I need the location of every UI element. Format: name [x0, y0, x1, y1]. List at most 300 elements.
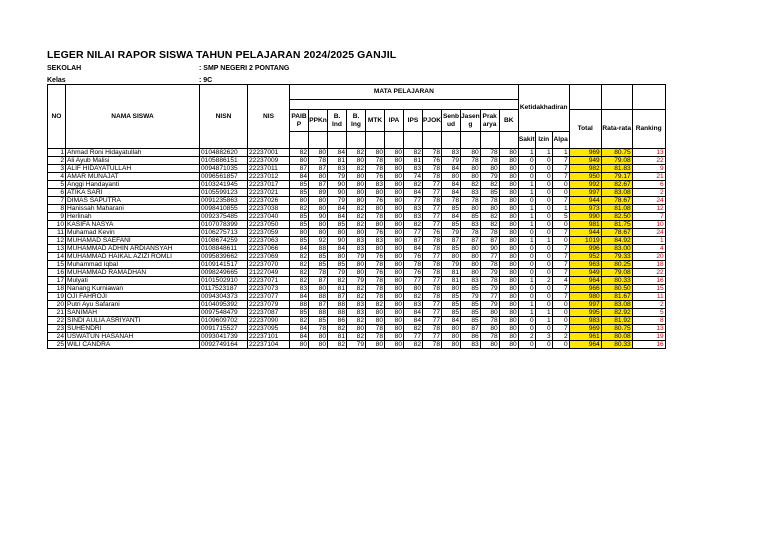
subject-score: 88	[309, 245, 328, 253]
student-name: Mulyati	[66, 277, 200, 285]
header-subject-under	[328, 132, 347, 149]
subject-score: 82	[480, 213, 499, 221]
subject-score: 80	[347, 189, 366, 197]
subject-score: 81	[328, 285, 347, 293]
subject-score: 80	[366, 309, 385, 317]
subject-score: 80	[385, 221, 404, 229]
absent-count: 4	[552, 277, 569, 285]
subject-score: 80	[385, 285, 404, 293]
header-subject: B. Ind	[328, 110, 347, 132]
subject-score: 85	[442, 221, 461, 229]
subject-score: 80	[461, 253, 481, 261]
subject-score: 80	[385, 189, 404, 197]
student-nis: 22237038	[248, 205, 290, 213]
total-score: 969	[569, 325, 601, 333]
student-nis: 22237050	[248, 221, 290, 229]
student-nisn: 0094304373	[200, 293, 248, 301]
sick-count: 1	[518, 221, 535, 229]
subject-score: 82	[290, 261, 309, 269]
subject-score: 78	[423, 261, 442, 269]
student-nisn: 0105599123	[200, 189, 248, 197]
average-score: 79.08	[601, 269, 632, 277]
row-number: 8	[48, 205, 66, 213]
subject-score: 79	[480, 173, 499, 181]
table-row	[48, 173, 666, 181]
ranking: 19	[632, 333, 665, 341]
subject-score: 80	[385, 293, 404, 301]
row-number: 5	[48, 181, 66, 189]
sick-count: 0	[518, 325, 535, 333]
subject-score: 84	[328, 213, 347, 221]
student-nis: 22237063	[248, 237, 290, 245]
ranking: 13	[632, 149, 665, 157]
subject-score: 87	[442, 237, 461, 245]
absent-count: 7	[552, 165, 569, 173]
subject-score: 79	[442, 229, 461, 237]
header-subject-under	[423, 132, 442, 149]
subject-score: 84	[328, 245, 347, 253]
absent-count: 7	[552, 157, 569, 165]
subject-score: 79	[480, 269, 499, 277]
subject-score: 77	[423, 221, 442, 229]
student-nisn: 0109141517	[200, 261, 248, 269]
subject-score: 80	[290, 197, 309, 205]
header-subject: Prak arya	[480, 110, 499, 132]
subject-score: 82	[347, 317, 366, 325]
header-subject-under	[480, 132, 499, 149]
subject-score: 90	[480, 245, 499, 253]
subject-score: 85	[480, 189, 499, 197]
sick-count: 0	[518, 245, 535, 253]
total-score: 981	[569, 221, 601, 229]
total-score: 964	[569, 277, 601, 285]
subject-score: 80	[290, 157, 309, 165]
sick-count: 1	[518, 181, 535, 189]
absent-count: 0	[552, 317, 569, 325]
subject-score: 78	[423, 269, 442, 277]
subject-score: 80	[499, 229, 518, 237]
absent-count: 7	[552, 285, 569, 293]
subject-score: 80	[461, 165, 481, 173]
total-score: 949	[569, 269, 601, 277]
subject-score: 77	[404, 197, 423, 205]
table-row	[48, 165, 666, 173]
student-nis: 22237101	[248, 333, 290, 341]
row-number: 9	[48, 213, 66, 221]
subject-score: 85	[442, 293, 461, 301]
ranking: 16	[632, 341, 665, 349]
subject-score: 80	[309, 341, 328, 349]
subject-score: 82	[404, 149, 423, 157]
row-number: 10	[48, 221, 66, 229]
total-score: 952	[569, 253, 601, 261]
subject-score: 80	[499, 293, 518, 301]
subject-score: 77	[423, 253, 442, 261]
subject-score: 80	[499, 237, 518, 245]
total-score: 997	[569, 301, 601, 309]
subject-score: 82	[328, 341, 347, 349]
row-number: 13	[48, 245, 66, 253]
subject-score: 85	[461, 213, 481, 221]
subject-score: 80	[385, 173, 404, 181]
sick-count: 1	[518, 277, 535, 285]
subject-score: 80	[385, 277, 404, 285]
sick-count: 1	[518, 309, 535, 317]
subject-score: 79	[328, 197, 347, 205]
table-row	[48, 293, 666, 301]
subject-score: 80	[366, 205, 385, 213]
student-name: Ali Ayub Malisi	[66, 157, 200, 165]
student-nisn: 0098249665	[200, 269, 248, 277]
subject-score: 78	[480, 261, 499, 269]
student-name: USWATUN HASANAH	[66, 333, 200, 341]
student-name: SINDI AULIA ASRIYANTI	[66, 317, 200, 325]
subject-score: 78	[366, 261, 385, 269]
header-ranking: Ranking	[632, 110, 665, 149]
absent-count: 0	[552, 301, 569, 309]
student-nis: 22237021	[248, 189, 290, 197]
subject-score: 81	[328, 157, 347, 165]
absent-count: 0	[552, 309, 569, 317]
subject-score: 82	[461, 181, 481, 189]
subject-score: 80	[309, 229, 328, 237]
student-nis: 22237071	[248, 277, 290, 285]
header-subject: PPKn	[309, 110, 328, 132]
student-name: MUHAMAD SAEFANI	[66, 237, 200, 245]
subject-score: 82	[347, 213, 366, 221]
subject-score: 80	[499, 341, 518, 349]
average-score: 80.75	[601, 325, 632, 333]
student-name: Anggi Handayanti	[66, 181, 200, 189]
average-score: 80.33	[601, 277, 632, 285]
class-label: Kelas	[47, 77, 66, 84]
subject-score: 77	[404, 229, 423, 237]
subject-score: 84	[404, 189, 423, 197]
student-name: Herlinah	[66, 213, 200, 221]
student-nis: 22237001	[248, 149, 290, 157]
subject-score: 88	[309, 309, 328, 317]
sick-count: 1	[518, 149, 535, 157]
total-score: 944	[569, 197, 601, 205]
header-subject: MTK	[366, 110, 385, 132]
subject-score: 87	[461, 325, 481, 333]
subject-score: 83	[404, 213, 423, 221]
sick-count: 1	[518, 205, 535, 213]
student-nisn: 0098410855	[200, 205, 248, 213]
permit-count: 0	[535, 213, 552, 221]
subject-score: 82	[366, 301, 385, 309]
average-score: 80.08	[601, 333, 632, 341]
subject-score: 78	[366, 277, 385, 285]
subject-score: 80	[499, 269, 518, 277]
subject-score: 80	[499, 245, 518, 253]
subject-score: 85	[442, 245, 461, 253]
subject-score: 83	[347, 245, 366, 253]
row-number: 20	[48, 301, 66, 309]
ranking: 24	[632, 197, 665, 205]
table-row	[48, 333, 666, 341]
subject-score: 80	[385, 333, 404, 341]
subject-score: 78	[366, 285, 385, 293]
sick-count: 0	[518, 157, 535, 165]
subject-score: 82	[290, 317, 309, 325]
subject-score: 76	[366, 197, 385, 205]
subject-score: 78	[366, 165, 385, 173]
absent-count: 7	[552, 197, 569, 205]
row-number: 21	[48, 309, 66, 317]
subject-score: 78	[309, 157, 328, 165]
subject-score: 78	[480, 277, 499, 285]
table-row	[48, 205, 666, 213]
subject-score: 80	[385, 205, 404, 213]
header-subject-under	[290, 132, 309, 149]
student-name: ALIF HIDAYATULLAH	[66, 165, 200, 173]
absent-count: 7	[552, 173, 569, 181]
subject-score: 77	[404, 333, 423, 341]
student-name: MUHAMMAD RAMADHAN	[66, 269, 200, 277]
subject-score: 85	[328, 261, 347, 269]
average-score: 81.83	[601, 165, 632, 173]
table-row	[48, 149, 666, 157]
student-name: Nanang Kurniawan	[66, 285, 200, 293]
subject-score: 84	[442, 213, 461, 221]
absent-count: 1	[552, 205, 569, 213]
subject-score: 80	[480, 165, 499, 173]
subject-score: 80	[366, 245, 385, 253]
student-name: DIMAS SAPUTRA	[66, 197, 200, 205]
subject-score: 83	[404, 205, 423, 213]
header-subject: IPS	[404, 110, 423, 132]
subject-score: 85	[290, 309, 309, 317]
subject-score: 80	[499, 205, 518, 213]
subject-score: 82	[404, 325, 423, 333]
subject-score: 80	[461, 149, 481, 157]
student-name: Muhamad Kevin	[66, 229, 200, 237]
permit-count: 2	[535, 277, 552, 285]
subject-score: 76	[404, 269, 423, 277]
total-score: 995	[569, 309, 601, 317]
subject-score: 84	[290, 333, 309, 341]
subject-score: 81	[404, 157, 423, 165]
header-subject-under	[347, 132, 366, 149]
subject-score: 87	[309, 181, 328, 189]
subject-score: 80	[385, 269, 404, 277]
subject-score: 80	[366, 341, 385, 349]
school-row	[47, 65, 289, 72]
sick-count: 0	[518, 197, 535, 205]
header-subjects: MATA PELAJARAN	[290, 85, 519, 100]
subject-score: 83	[366, 181, 385, 189]
header-subject: IPA	[385, 110, 404, 132]
subject-score: 84	[442, 189, 461, 197]
permit-count: 0	[535, 197, 552, 205]
average-score: 83.00	[601, 245, 632, 253]
subject-score: 82	[347, 293, 366, 301]
subject-score: 80	[347, 325, 366, 333]
subject-score: 82	[347, 165, 366, 173]
subject-score: 82	[290, 149, 309, 157]
subject-score: 82	[328, 325, 347, 333]
subject-score: 80	[499, 317, 518, 325]
subject-score: 80	[499, 301, 518, 309]
permit-count: 0	[535, 165, 552, 173]
subject-score: 78	[461, 197, 481, 205]
subject-score: 87	[309, 277, 328, 285]
subject-score: 82	[404, 293, 423, 301]
total-score: 944	[569, 229, 601, 237]
subject-score: 80	[290, 341, 309, 349]
subject-score: 80	[385, 245, 404, 253]
subject-score: 78	[480, 333, 499, 341]
subject-score: 80	[309, 221, 328, 229]
subject-score: 80	[385, 157, 404, 165]
sick-count: 0	[518, 341, 535, 349]
student-nis: 22237087	[248, 309, 290, 317]
subject-score: 82	[347, 221, 366, 229]
permit-count: 0	[535, 293, 552, 301]
sick-count: 0	[518, 253, 535, 261]
student-nisn: 0117523187	[200, 285, 248, 293]
average-score: 84.92	[601, 237, 632, 245]
absent-count: 7	[552, 245, 569, 253]
subject-score: 85	[309, 317, 328, 325]
average-score: 81.67	[601, 293, 632, 301]
subject-score: 78	[480, 317, 499, 325]
subject-score: 78	[423, 149, 442, 157]
subject-score: 79	[347, 277, 366, 285]
average-score: 83.08	[601, 189, 632, 197]
average-score: 82.92	[601, 309, 632, 317]
subject-score: 83	[404, 301, 423, 309]
subject-score: 80	[309, 173, 328, 181]
row-number: 1	[48, 149, 66, 157]
subject-score: 80	[499, 197, 518, 205]
student-nis: 22237095	[248, 325, 290, 333]
student-nis: 22237009	[248, 157, 290, 165]
row-number: 22	[48, 317, 66, 325]
subject-score: 92	[309, 237, 328, 245]
ranking: 13	[632, 325, 665, 333]
subject-score: 85	[290, 213, 309, 221]
subject-score: 80	[499, 213, 518, 221]
subject-score: 80	[442, 333, 461, 341]
subject-score: 78	[423, 285, 442, 293]
subject-score: 77	[423, 277, 442, 285]
subject-score: 78	[442, 197, 461, 205]
table-row	[48, 221, 666, 229]
subject-score: 85	[290, 237, 309, 245]
student-name: Muhammad Iqbal	[66, 261, 200, 269]
student-name: ATIKA SARI	[66, 189, 200, 197]
student-name: Ahmad Roni Hidayatullah	[66, 149, 200, 157]
subject-score: 82	[404, 341, 423, 349]
header-nisn: NISN	[200, 85, 248, 149]
header-subject: PJOK	[423, 110, 442, 132]
subject-score: 86	[328, 317, 347, 325]
row-number: 23	[48, 325, 66, 333]
absent-count: 7	[552, 325, 569, 333]
total-score: 949	[569, 157, 601, 165]
row-number: 4	[48, 173, 66, 181]
student-name: SUHENDRI	[66, 325, 200, 333]
subject-score: 78	[423, 341, 442, 349]
subject-score: 84	[442, 165, 461, 173]
subject-score: 83	[347, 301, 366, 309]
student-nisn: 0106275713	[200, 229, 248, 237]
sick-count: 0	[518, 317, 535, 325]
row-number: 12	[48, 237, 66, 245]
permit-count: 0	[535, 301, 552, 309]
absent-count: 5	[552, 213, 569, 221]
permit-count: 0	[535, 229, 552, 237]
student-name: OJI FAHROJI	[66, 293, 200, 301]
permit-count: 0	[535, 341, 552, 349]
absent-count: 7	[552, 253, 569, 261]
subject-score: 80	[442, 341, 461, 349]
header-student-name: NAMA SISWA	[66, 85, 200, 149]
ranking: 9	[632, 165, 665, 173]
subject-score: 85	[461, 309, 481, 317]
subject-score: 85	[290, 221, 309, 229]
permit-count: 0	[535, 173, 552, 181]
sick-count: 1	[518, 301, 535, 309]
total-score: 997	[569, 189, 601, 197]
header-subject: B. Ing	[347, 110, 366, 132]
table-row	[48, 341, 666, 349]
student-name: Hanissah Maharani	[66, 205, 200, 213]
row-number: 17	[48, 277, 66, 285]
subject-score: 80	[309, 285, 328, 293]
average-score: 78.67	[601, 197, 632, 205]
subject-score: 80	[309, 205, 328, 213]
permit-count: 3	[535, 333, 552, 341]
ranking: 15	[632, 285, 665, 293]
subject-score: 80	[480, 341, 499, 349]
student-name: MUHAMMAD ADHIN ARDIANSYAH	[66, 245, 200, 253]
table-row	[48, 261, 666, 269]
student-nis: 21227049	[248, 269, 290, 277]
header-subject-under	[404, 132, 423, 149]
header-permit: Izin	[535, 132, 552, 149]
subject-score: 80	[385, 181, 404, 189]
absent-count: 0	[552, 221, 569, 229]
subject-score: 80	[499, 189, 518, 197]
header-subject-under	[499, 132, 518, 149]
student-nisn: 0092375485	[200, 213, 248, 221]
header-absence: Ketidakhadiran	[518, 85, 569, 132]
header-spacer	[632, 85, 665, 110]
subject-score: 77	[423, 213, 442, 221]
subject-score: 80	[499, 253, 518, 261]
subject-score: 78	[366, 325, 385, 333]
header-sick: Sakit	[518, 132, 535, 149]
permit-count: 1	[535, 317, 552, 325]
row-number: 16	[48, 269, 66, 277]
subject-score: 76	[366, 269, 385, 277]
average-score: 81.92	[601, 317, 632, 325]
school-label: SEKOLAH	[47, 65, 82, 72]
subject-score: 80	[404, 285, 423, 293]
subject-score: 80	[385, 149, 404, 157]
subject-score: 78	[480, 197, 499, 205]
subject-score: 80	[366, 189, 385, 197]
subject-score: 78	[480, 229, 499, 237]
subject-score: 78	[366, 157, 385, 165]
student-rows	[48, 149, 666, 349]
subject-score: 85	[461, 285, 481, 293]
subject-score: 76	[423, 229, 442, 237]
ranking: 1	[632, 237, 665, 245]
